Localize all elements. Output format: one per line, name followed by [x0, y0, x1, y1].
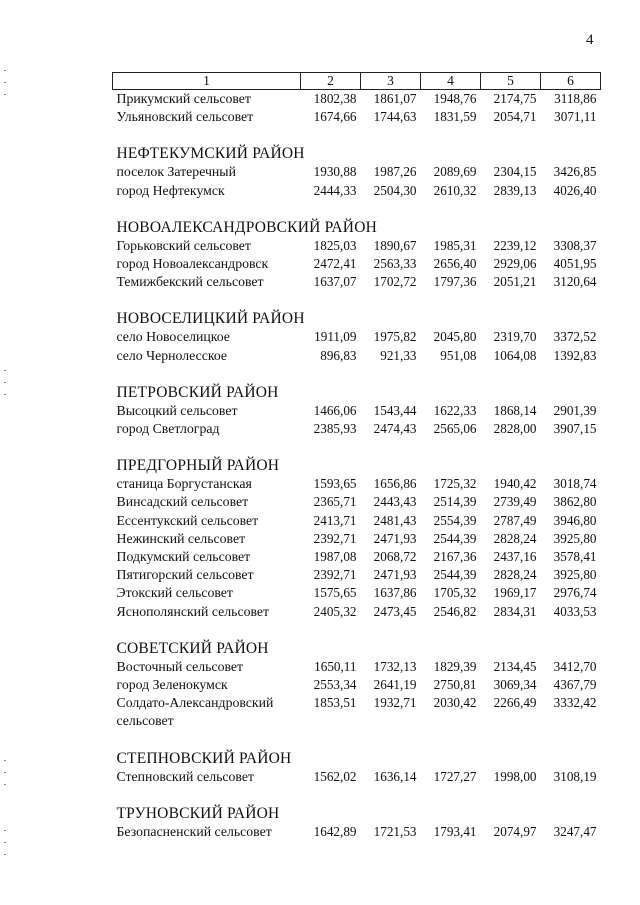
value-cell-col-5: 1969,17 [493, 585, 537, 601]
table-row [113, 163, 601, 181]
value-cell-col-5: 2304,15 [493, 164, 537, 180]
value-cell-col-6: 4033,53 [553, 603, 597, 619]
value-cell-col-2: 2472,41 [313, 256, 357, 272]
table-row [113, 530, 601, 548]
settlement-name: Безопасненский сельсовет [116, 823, 272, 839]
table-row [113, 90, 601, 109]
value-cell-col-5: 1998,00 [493, 768, 537, 784]
settlement-name: город Светлоград [116, 421, 220, 437]
value-cell-col-4: 1727,27 [433, 768, 477, 784]
table-row [113, 255, 601, 273]
value-cell-col-3: 2443,43 [373, 494, 417, 510]
spacer-cell [113, 126, 601, 144]
table-row [113, 237, 601, 255]
value-cell-col-3: 2641,19 [373, 677, 417, 693]
value-cell-col-5: 3069,34 [493, 677, 537, 693]
district-header-row [113, 639, 601, 658]
value-cell-col-6: 3120,64 [553, 274, 597, 290]
column-number-header: 6 [541, 73, 601, 90]
value-cell-col-4: 2546,82 [433, 603, 477, 619]
value-cell-col-3: 1987,26 [373, 164, 417, 180]
table-row [113, 420, 601, 438]
district-title: ТРУНОВСКИЙ РАЙОН [116, 804, 280, 822]
value-cell-col-3: 1636,14 [373, 768, 417, 784]
value-cell-col-5: 1940,42 [493, 476, 537, 492]
settlement-name: Пятигорский сельсовет [116, 567, 254, 583]
table-row [113, 182, 601, 200]
value-cell-col-4: 1725,32 [433, 476, 477, 492]
section-spacer [113, 438, 601, 456]
value-cell-col-2: 1930,88 [313, 164, 357, 180]
settlement-name: Ессентукский сельсовет [116, 512, 259, 528]
value-cell-col-3: 2471,93 [373, 530, 417, 546]
page-number: 4 [586, 32, 594, 48]
district-header-row [113, 749, 601, 768]
value-cell-col-3: 921,33 [380, 347, 417, 363]
value-cell-col-3: 1702,72 [373, 274, 417, 290]
value-cell-col-2: 2365,71 [313, 494, 357, 510]
value-cell-col-6: 3946,80 [553, 512, 597, 528]
value-cell-col-6: 3071,11 [554, 109, 597, 125]
value-cell-col-2: 2413,71 [313, 512, 357, 528]
settlement-name: Темижбекский сельсовет [116, 274, 264, 290]
value-cell-col-2: 1593,65 [313, 476, 357, 492]
value-cell-col-3: 2481,43 [373, 512, 417, 528]
value-cell-col-3: 1861,07 [373, 91, 417, 106]
value-cell-col-5: 2828,24 [493, 530, 537, 546]
column-number-header: 5 [481, 73, 541, 90]
value-cell-col-3: 2504,30 [373, 182, 417, 198]
spacer-cell [113, 365, 601, 383]
spacer-cell [113, 200, 601, 218]
value-cell-col-4: 1831,59 [433, 109, 477, 125]
value-cell-col-5: 2319,70 [493, 329, 537, 345]
table-body [113, 90, 601, 842]
value-cell-col-6: 3332,42 [553, 695, 597, 711]
value-cell-col-4: 2610,32 [433, 182, 477, 198]
value-cell-col-2: 1802,38 [313, 91, 357, 106]
table-row [113, 108, 601, 126]
value-cell-col-2: 2385,93 [313, 421, 357, 437]
value-cell-col-5: 2437,16 [493, 549, 537, 565]
section-spacer [113, 365, 601, 383]
value-cell-col-2: 2553,34 [313, 677, 357, 693]
spacer-cell [113, 291, 601, 309]
value-cell-col-6: 4051,95 [553, 256, 597, 272]
value-cell-col-2: 1987,08 [313, 549, 357, 565]
value-cell-col-5: 2051,21 [493, 274, 537, 290]
table-row [113, 347, 601, 365]
value-cell-col-6: 3426,85 [553, 164, 597, 180]
settlement-name: Винсадский сельсовет [116, 494, 249, 510]
value-cell-col-3: 1932,71 [373, 695, 417, 711]
value-cell-col-5: 2054,71 [493, 109, 537, 125]
table-row [113, 584, 601, 602]
spacer-cell [113, 786, 601, 804]
section-spacer [113, 291, 601, 309]
section-spacer [113, 200, 601, 218]
column-number-header-row [113, 73, 601, 90]
table-row [113, 823, 601, 841]
value-cell-col-5: 1868,14 [493, 402, 537, 418]
settlement-name: Прикумский сельсовет [116, 91, 251, 106]
value-cell-col-2: 1575,65 [313, 585, 357, 601]
settlement-name: Нежинский сельсовет [116, 530, 246, 546]
section-spacer [113, 731, 601, 749]
settlement-name: город Новоалександровск [116, 256, 269, 272]
section-spacer [113, 126, 601, 144]
district-header-row [113, 383, 601, 402]
section-spacer [113, 786, 601, 804]
section-spacer [113, 621, 601, 639]
value-cell-col-5: 2828,00 [493, 421, 537, 437]
value-cell-col-5: 2266,49 [493, 695, 537, 711]
value-cell-col-5: 2834,31 [493, 603, 537, 619]
settlement-name: Яснополянский сельсовет [116, 603, 270, 619]
district-header-row [113, 309, 601, 328]
value-cell-col-4: 1985,31 [433, 237, 477, 253]
value-cell-col-2: 1825,03 [313, 237, 357, 253]
value-cell-col-4: 2656,40 [433, 256, 477, 272]
value-cell-col-3: 1744,63 [373, 109, 417, 125]
value-cell-col-3: 2474,43 [373, 421, 417, 437]
table-row [113, 658, 601, 676]
table-row [113, 603, 601, 621]
value-cell-col-3: 1890,67 [373, 237, 417, 253]
table-row [113, 273, 601, 291]
spacer-cell [113, 731, 601, 749]
value-cell-col-2: 1650,11 [314, 658, 357, 674]
value-cell-col-5: 1064,08 [493, 347, 537, 363]
settlement-name: Восточный сельсовет [116, 658, 244, 674]
table-row [113, 566, 601, 584]
value-cell-col-4: 2089,69 [433, 164, 477, 180]
value-cell-col-2: 2444,33 [313, 182, 357, 198]
value-cell-col-6: 3925,80 [553, 530, 597, 546]
value-cell-col-6: 1392,83 [553, 347, 597, 363]
value-cell-col-2: 1637,07 [313, 274, 357, 290]
column-number-header: 3 [361, 73, 421, 90]
settlement-name: поселок Затеречный [116, 164, 236, 180]
value-cell-col-6: 3862,80 [553, 494, 597, 510]
table-row [113, 475, 601, 493]
settlement-name: станица Боргустанская [116, 476, 252, 492]
value-cell-col-6: 3108,19 [553, 768, 597, 784]
value-cell-col-2: 2392,71 [313, 567, 357, 583]
value-cell-col-2: 1562,02 [313, 768, 357, 784]
value-cell-col-6: 3925,80 [553, 567, 597, 583]
table-row [113, 512, 601, 530]
settlement-name: Этокский сельсовет [116, 585, 233, 601]
value-cell-col-4: 1705,32 [433, 585, 477, 601]
table-row [113, 694, 601, 730]
value-cell-col-4: 2554,39 [433, 512, 477, 528]
value-cell-col-5: 2828,24 [493, 567, 537, 583]
scan-edge-marks [4, 70, 10, 870]
value-cell-col-2: 1674,66 [313, 109, 357, 125]
value-cell-col-4: 2565,06 [433, 421, 477, 437]
value-cell-col-2: 2405,32 [313, 603, 357, 619]
value-cell-col-5: 2839,13 [493, 182, 537, 198]
table-row [113, 402, 601, 420]
value-cell-col-3: 2068,72 [373, 549, 417, 565]
table-row [113, 493, 601, 511]
value-cell-col-5: 2134,45 [493, 658, 537, 674]
value-cell-col-3: 1721,53 [373, 823, 417, 839]
value-cell-col-3: 1543,44 [373, 402, 417, 418]
value-cell-col-4: 1829,39 [433, 658, 477, 674]
district-title: НОВОСЕЛИЦКИЙ РАЙОН [116, 310, 305, 328]
district-header-row [113, 804, 601, 823]
column-number-header: 2 [301, 73, 361, 90]
district-title: НОВОАЛЕКСАНДРОВСКИЙ РАЙОН [116, 218, 377, 236]
value-cell-col-5: 2174,75 [493, 91, 537, 106]
value-cell-col-3: 1975,82 [373, 329, 417, 345]
value-cell-col-6: 3372,52 [553, 329, 597, 345]
value-cell-col-4: 1948,76 [433, 91, 477, 106]
value-cell-col-4: 1793,41 [433, 823, 477, 839]
table-row [113, 768, 601, 786]
spacer-cell [113, 438, 601, 456]
value-cell-col-2: 1642,89 [313, 823, 357, 839]
settlement-name: Степновский сельсовет [116, 768, 255, 784]
column-number-header: 4 [421, 73, 481, 90]
value-cell-col-4: 1622,33 [433, 402, 477, 418]
value-cell-col-2: 896,83 [320, 347, 357, 363]
value-cell-col-5: 2074,97 [493, 823, 537, 839]
value-cell-col-4: 2167,36 [433, 549, 477, 565]
value-cell-col-6: 2976,74 [553, 585, 597, 601]
district-title: НЕФТЕКУМСКИЙ РАЙОН [116, 145, 305, 163]
district-header-row [113, 218, 601, 237]
settlement-name: Ульяновский сельсовет [116, 109, 254, 125]
value-cell-col-6: 3308,37 [553, 237, 597, 253]
value-cell-col-4: 2030,42 [433, 695, 477, 711]
value-cell-col-4: 951,08 [440, 347, 477, 363]
value-cell-col-6: 3118,86 [554, 91, 597, 106]
tariff-table [112, 72, 601, 841]
value-cell-col-5: 2239,12 [493, 237, 537, 253]
value-cell-col-2: 1466,06 [313, 402, 357, 418]
district-title: ПЕТРОВСКИЙ РАЙОН [116, 383, 279, 401]
spacer-cell [113, 621, 601, 639]
value-cell-col-2: 1911,09 [314, 329, 357, 345]
value-cell-col-3: 2563,33 [373, 256, 417, 272]
value-cell-col-4: 2750,81 [433, 677, 477, 693]
value-cell-col-6: 3907,15 [553, 421, 597, 437]
value-cell-col-5: 2739,49 [493, 494, 537, 510]
value-cell-col-4: 2544,39 [433, 567, 477, 583]
settlement-name: город Нефтекумск [116, 182, 225, 198]
settlement-name: город Зеленокумск [116, 677, 228, 693]
value-cell-col-6: 4026,40 [553, 182, 597, 198]
settlement-name: село Новоселицкое [116, 329, 230, 345]
district-header-row [113, 456, 601, 475]
value-cell-col-2: 2392,71 [313, 530, 357, 546]
value-cell-col-3: 1637,86 [373, 585, 417, 601]
value-cell-col-5: 2787,49 [493, 512, 537, 528]
table-row [113, 676, 601, 694]
table-row [113, 548, 601, 566]
table-row [113, 328, 601, 346]
value-cell-col-5: 2929,06 [493, 256, 537, 272]
settlement-name: Горьковский сельсовет [116, 237, 251, 253]
value-cell-col-6: 4367,79 [553, 677, 597, 693]
value-cell-col-6: 3578,41 [553, 549, 597, 565]
district-title: СОВЕТСКИЙ РАЙОН [116, 639, 269, 657]
district-header-row [113, 144, 601, 163]
value-cell-col-4: 2045,80 [433, 329, 477, 345]
value-cell-col-6: 3412,70 [553, 658, 597, 674]
district-title: ПРЕДГОРНЫЙ РАЙОН [116, 457, 280, 475]
value-cell-col-2: 1853,51 [313, 695, 357, 711]
settlement-name: Солдато-Александровский сельсовет [116, 695, 274, 729]
value-cell-col-3: 2471,93 [373, 567, 417, 583]
column-number-header: 1 [113, 73, 301, 90]
value-cell-col-6: 3247,47 [553, 823, 597, 839]
settlement-name: село Чернолесское [116, 347, 228, 363]
value-cell-col-4: 2514,39 [433, 494, 477, 510]
value-cell-col-4: 2544,39 [433, 530, 477, 546]
settlement-name: Подкумский сельсовет [116, 549, 251, 565]
value-cell-col-6: 2901,39 [553, 402, 597, 418]
value-cell-col-3: 1732,13 [373, 658, 417, 674]
value-cell-col-3: 2473,45 [373, 603, 417, 619]
value-cell-col-4: 1797,36 [433, 274, 477, 290]
district-title: СТЕПНОВСКИЙ РАЙОН [116, 749, 292, 767]
value-cell-col-6: 3018,74 [553, 476, 597, 492]
settlement-name: Высоцкий сельсовет [116, 402, 238, 418]
value-cell-col-3: 1656,86 [373, 476, 417, 492]
